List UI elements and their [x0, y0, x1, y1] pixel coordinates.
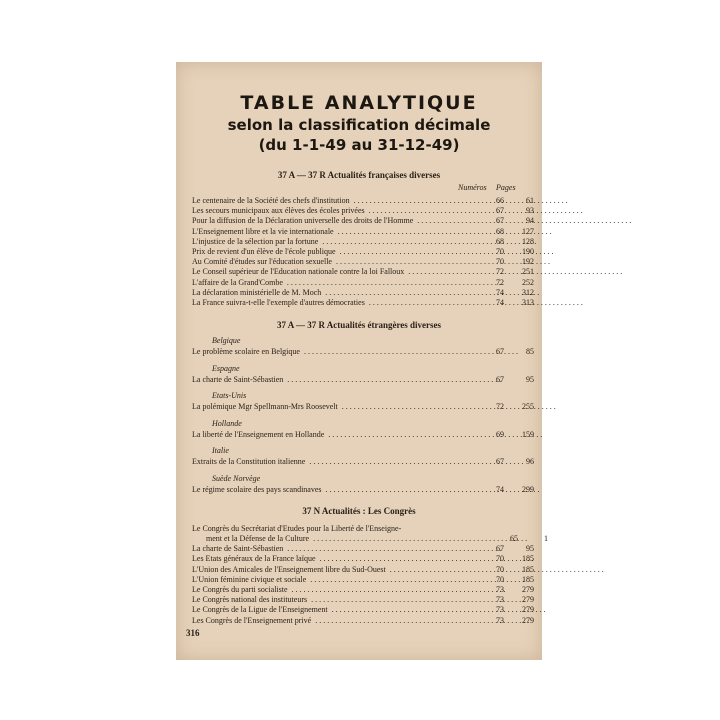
- entry-title: Pour la diffusion de la Déclaration universelle des droits de l'Homme: [192, 216, 414, 226]
- entry-numero: 67: [496, 457, 504, 466]
- section-heading-foreign: 37 A — 37 R Actualités étrangères diverses: [276, 320, 442, 330]
- entry-numero: 66: [496, 196, 504, 205]
- entry-page: 313: [522, 298, 534, 307]
- entry-title: La charte de Saint-Sébastien: [192, 374, 284, 384]
- list-item: [192, 485, 534, 495]
- entry-numero: 70: [496, 554, 504, 564]
- entry-numero: 67: [496, 216, 504, 226]
- country-label: Hollande: [212, 418, 242, 428]
- entry-title: Les Congrès de l'Enseignement privé: [192, 615, 312, 625]
- entry-page: 95: [526, 374, 534, 384]
- entry-page: 251: [522, 267, 534, 277]
- section-heading-congres: 37 N Actualités : Les Congrès: [302, 506, 416, 516]
- entry-page: 128: [522, 236, 534, 246]
- entry-title: Le centenaire de la Société des chefs d'institution: [192, 196, 350, 205]
- entry-numero: 68: [496, 236, 504, 246]
- entry-numero: 67: [496, 347, 504, 356]
- list-item: [192, 257, 534, 267]
- entry-page: 252: [522, 277, 534, 287]
- list-item: [192, 278, 534, 288]
- entry-numero: 74: [496, 484, 504, 494]
- list-item: [192, 595, 534, 605]
- entry-numero: 72: [496, 267, 504, 277]
- list-item: [192, 544, 534, 554]
- list-item: [192, 347, 534, 357]
- entry-page: 127: [522, 226, 534, 236]
- list-item: [192, 554, 534, 564]
- entry-title: L'Union des Amicales de l'Enseignement libre du Sud-Ouest: [192, 564, 386, 574]
- entry-title: La charte de Saint-Sébastien: [192, 544, 284, 554]
- country-label: Belgique: [212, 336, 241, 345]
- column-header-pages: Pages: [496, 183, 516, 192]
- list-item: [192, 375, 534, 385]
- entry-page: 279: [522, 615, 534, 625]
- entry-numero: 73: [496, 585, 504, 594]
- entry-numero: 73: [496, 605, 504, 615]
- entry-page: 95: [526, 544, 534, 554]
- entry-title: L'injustice de la sélection par la fortune: [192, 236, 319, 246]
- list-item: [192, 402, 534, 412]
- entry-page: 190: [522, 247, 534, 256]
- entry-title: Au Comité d'études sur l'éducation sexuelle: [192, 257, 332, 267]
- entry-page: 279: [522, 585, 534, 594]
- list-item: [192, 565, 534, 575]
- section-heading-french: 37 A — 37 R Actualités françaises diverses: [277, 170, 441, 180]
- list-item: [206, 534, 548, 544]
- entry-numero: 65: [510, 534, 518, 543]
- entry-numero: 70: [496, 257, 504, 267]
- entry-page: 61: [526, 196, 534, 205]
- page-subtitle: selon la classification décimale: [227, 116, 491, 134]
- list-item: [192, 216, 534, 226]
- country-label: Italie: [212, 446, 229, 455]
- entry-page: 192: [522, 257, 534, 267]
- list-item: [192, 227, 534, 237]
- entry-title: ment et la Défense de la Culture: [206, 534, 310, 543]
- entry-page: 185: [522, 574, 534, 584]
- entry-title: Le Congrès national des instituteurs: [192, 595, 308, 605]
- list-item: [192, 206, 534, 216]
- entry-page: 85: [526, 347, 534, 356]
- entry-title: La polémique Mgr Spellmann-Mrs Roosevelt: [192, 402, 338, 411]
- entry-numero: 72: [496, 402, 504, 411]
- entry-page: 299: [522, 484, 534, 494]
- entry-numero: 67: [496, 544, 504, 554]
- list-item: [192, 616, 534, 626]
- list-item: [192, 430, 534, 440]
- entry-page: 93: [526, 206, 534, 216]
- entry-page: 94: [526, 216, 534, 226]
- list-item: [192, 196, 534, 206]
- list-item: [192, 605, 534, 615]
- entry-title: L'Union féminine civique et sociale: [192, 574, 307, 584]
- entry-title: L'affaire de la Grand'Combe: [192, 277, 283, 287]
- entry-page: 159: [522, 429, 534, 439]
- entry-title: La liberté de l'Enseignement en Hollande: [192, 429, 325, 439]
- entry-numero: 70: [496, 574, 504, 584]
- entry-title: La France suivra-t-elle l'exemple d'autres démocraties: [192, 298, 365, 307]
- entry-numero: 72: [496, 277, 504, 287]
- entry-title: Les secours municipaux aux élèves des écoles privées: [192, 206, 365, 216]
- entry-numero: 67: [496, 206, 504, 216]
- entry-title: Le régime scolaire des pays scandinaves: [192, 484, 322, 494]
- book-page: [176, 62, 548, 660]
- entry-numero: 67: [496, 374, 504, 384]
- entry-page: 255: [522, 402, 534, 411]
- entry-title: Le problème scolaire en Belgique: [192, 347, 300, 356]
- list-item: [192, 247, 534, 257]
- entry-page: 279: [522, 595, 534, 605]
- entry-title: Les Etats généraux de la France laïque: [192, 554, 316, 564]
- entry-numero: 73: [496, 615, 504, 625]
- column-header-numeros: Numéros: [458, 183, 487, 192]
- entry-title: Extraits de la Constitution italienne: [192, 457, 306, 466]
- entry-page: 279: [522, 605, 534, 615]
- page-number: 316: [186, 628, 200, 638]
- entry-title: La déclaration ministérielle de M. Moch: [192, 287, 322, 297]
- country-label: Etats-Unis: [212, 391, 247, 400]
- entry-page: 96: [526, 457, 534, 466]
- entry-numero: 69: [496, 429, 504, 439]
- entry-title: Le Congrès de la Ligue de l'Enseignement: [192, 605, 328, 615]
- list-item: [192, 575, 534, 585]
- country-label: Espagne: [212, 363, 240, 373]
- list-item: [192, 237, 534, 247]
- entry-numero: 74: [496, 287, 504, 297]
- entry-title: L'Enseignement libre et la vie internationale: [192, 226, 334, 236]
- list-item: [192, 288, 534, 298]
- date-range: (du 1-1-49 au 31-12-49): [258, 136, 460, 154]
- entry-numero: 68: [496, 226, 504, 236]
- entry-page: 312: [522, 287, 534, 297]
- entry-title: Le Conseil supérieur de l'Education nationale contre la loi Falloux: [192, 267, 405, 277]
- page-title: TABLE ANALYTIQUE: [240, 92, 478, 114]
- list-item: [192, 298, 534, 308]
- entry-title: Prix de revient d'un élève de l'école publique: [192, 247, 336, 256]
- entry-numero: 73: [496, 595, 504, 605]
- entry-numero: 74: [496, 298, 504, 307]
- list-item: [192, 267, 534, 277]
- list-item: [192, 585, 534, 595]
- entry-title: Le Congrès du parti socialiste: [192, 585, 288, 594]
- entry-numero: 70: [496, 247, 504, 256]
- entry-page: 185: [522, 564, 534, 574]
- entry-numero: 70: [496, 564, 504, 574]
- entry-page: 1: [544, 534, 548, 543]
- country-label: Suède Norvège: [212, 473, 261, 483]
- list-item: [192, 457, 534, 467]
- entry-page: 185: [522, 554, 534, 564]
- list-item-first-line: Le Congrès du Secrétariat d'Etudes pour la Liberté de l'Enseigne-: [192, 524, 402, 533]
